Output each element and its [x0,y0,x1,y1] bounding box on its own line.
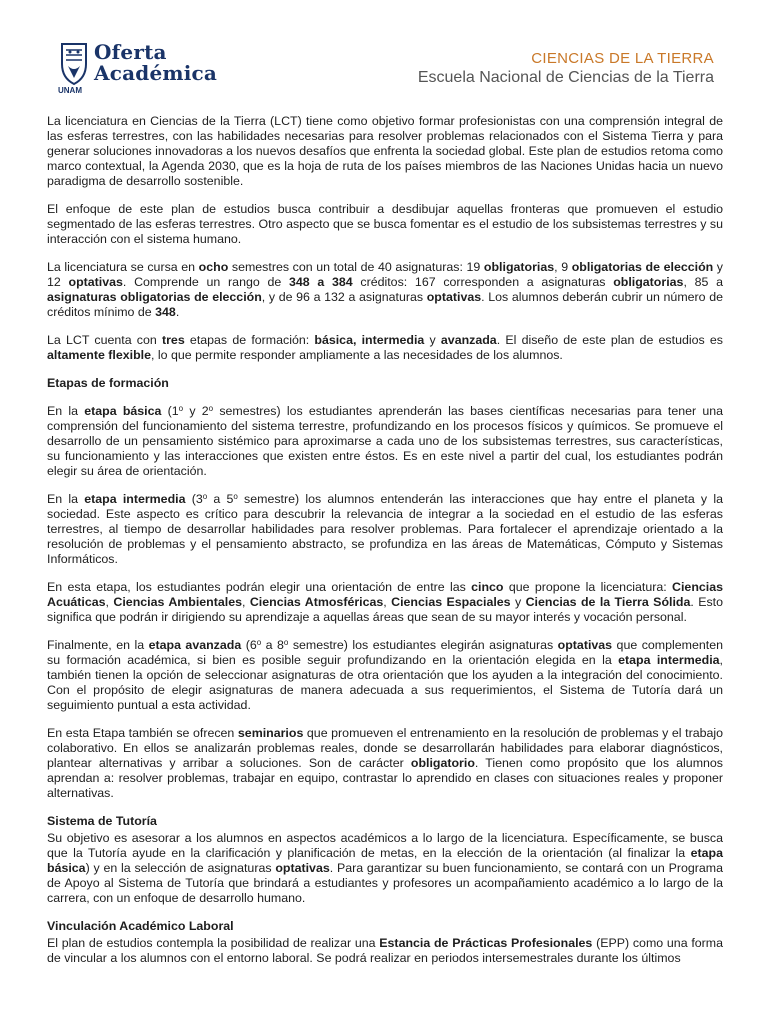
school-name: Escuela Nacional de Ciencias de la Tierra [417,69,714,86]
bold-text: avanzada [440,333,497,347]
text: , también tienen la opción de seleccionar asignaturas de otra orientación que los ayuden a la integración del conocimiento. Con el propósito de elegir asignaturas de manera adecuada a sus requerimientos, el Sistema de Tutoría dará un seguimiento puntual a esta actividad. [47,653,723,712]
text: (EPP) como una forma de vincular a los alumnos con el entorno laboral. Se podrá realizar en periodos intersemestrales durante los últimos [47,936,724,965]
text: En esta etapa, los estudiantes podrán elegir una orientación de entre las [47,580,472,594]
page-header [0,0,768,100]
text: a 8 [261,638,284,652]
text: La LCT cuenta con [47,333,162,347]
text: La licenciatura se cursa en [47,260,199,274]
text: En la [47,404,85,418]
bold-text: optativas [275,861,330,875]
text: . Comprende un rango de [122,275,289,289]
text: . Esto significa que podrán ir dirigiendo su aprendizaje a aquellas áreas que sean de su mayor interés y vocación personal. [47,595,723,624]
bold-text: optativas [557,638,613,652]
text: a 5 [207,492,234,506]
text: y 2 [183,404,209,418]
text: . Los alumnos deberán cubrir un número de créditos mínimo de [47,290,723,319]
text: semestres) los estudiantes aprenderán las bases científicas necesarias para tener una comprensión del funcionamiento del sistema terrestre, profundizando en los procesos físicos y químicos. Se promueve el desarrollo de un pensamiento sistémico para aproximarse a cada uno de los subsistemas terrestres, sus características, su funcionamiento y las interacciones que existen entre éstos. Es en este nivel a partir del cual, los estudiantes podrán elegir su área de orientación. [47,404,724,478]
bold-text: 348 [155,305,176,319]
text: El plan de estudios contempla la posibilidad de realizar una [47,936,380,950]
paragraph-etapa-basica [47,404,723,479]
bold-text: etapa básica [47,846,723,875]
bold-text: asignaturas obligatorias de elección [47,290,262,304]
text: . Tienen como propósito que los alumnos aprendan a: resolver problemas, trabajar en equipo, contrastar lo aprendido en clases con situaciones reales y proponer alternativas. [47,756,723,800]
paragraph-etapa-intermedia [47,492,723,567]
heading-vinculacion [47,919,723,934]
text: . El diseño de este plan de estudios es [496,333,723,347]
section-heading: Vinculación Académico Laboral [47,919,234,933]
heading-etapas [47,376,723,391]
header-titles [418,50,714,87]
bold-text: optativas [426,290,482,304]
text: , [383,595,392,609]
document-body [47,114,723,979]
logo-wordmark [94,42,217,84]
text: semestre) los alumnos entenderán las interacciones que hay entre el planeta y la sociedad. Este aspecto es crítico para descubrir la relevancia de integrar a la sociedad en el estudio de las esferas terrestres, al tiempo de desarrollar habilidades para resolver problemas. Para fortalecer el aprendizaje orientado a la resolución de problemas y el pensamiento abstracto, se profundiza en las áreas de Matemáticas, Cómputo y Sistemas Informáticos. [47,492,723,566]
text: etapas de formación: [184,333,315,347]
bold-text: 348 a 384 [288,275,353,289]
bold-text: etapa básica [84,404,162,418]
text: ) y en la selección de asignaturas [85,861,276,875]
text: , 85 a [683,275,723,289]
bold-text: obligatorias de elección [571,260,714,274]
bold-text: seminarios [237,726,304,740]
text: , [105,595,114,609]
bold-text: Ciencias Ambientales [113,595,242,609]
text: y 12 [47,260,724,289]
text: créditos: 167 corresponden a asignaturas [352,275,614,289]
bold-text: básica, intermedia [314,333,425,347]
paragraph-semestres [47,260,723,320]
section-heading: Sistema de Tutoría [47,814,157,828]
paragraph-etapas-lct [47,333,723,363]
paragraph-tutoria [47,831,723,906]
bold-text: etapa intermedia [84,492,186,506]
bold-text: altamente flexible [47,348,151,362]
superscript: o [202,492,208,501]
bold-text: cinco [471,580,504,594]
text: Finalmente, en la [47,638,149,652]
text: (3 [185,492,203,506]
bold-text: obligatorias [483,260,555,274]
text: y [424,333,441,347]
text: que complementen su formación académica, si bien es posible seguir profundizando en la orientación elegida en la [47,638,723,667]
text: , 9 [554,260,572,274]
bold-text: etapa intermedia [618,653,720,667]
section-heading: Etapas de formación [47,376,169,390]
text: (6 [241,638,257,652]
text: que propone la licenciatura: [503,580,673,594]
bold-text: Ciencias Acuáticas [47,580,723,609]
bold-text: obligatorio [410,756,475,770]
superscript: o [233,492,238,501]
paragraph-orientaciones [47,580,723,625]
paragraph-intro: La licenciatura en Ciencias de la Tierra (LCT) tiene como objetivo formar profesionistas con una comprensión integral de las esferas terrestres, con las habilidades necesarias para resolver problemas relacionados con el Sistema Tierra y para generar soluciones innovadoras a los nuevos desafíos que enfrenta la sociedad global. Este plan de estudios retoma como marco contextual, la Agenda 2030, que es la hoja de ruta de los países miembros de las Naciones Unidas hacia un nuevo paradigma de desarrollo sostenible. [47,114,723,188]
superscript: o [283,638,289,647]
logo-line-2: Académica [94,61,218,85]
heading-tutoria [47,814,723,829]
bold-text: Ciencias de la Tierra Sólida [525,595,691,609]
text: Su objetivo es asesorar a los alumnos en aspectos académicos a lo largo de la licenciatura. Específicamente, se busca que la Tutoría ayude en la clarificación y planificación de metas, en la elección de la orientación (al finalizar la [47,831,723,860]
superscript: o [178,404,184,413]
superscript: o [208,404,214,413]
text: , lo que permite responder ampliamente a las necesidades de los alumnos. [150,348,563,362]
text: . Para garantizar su buen funcionamiento, se contará con un Programa de Apoyo al Sistema de Tutoría que brindará a estudiantes y profesores un acompañamiento académico a lo largo de la carrera, con un enfoque de desarrollo humano. [47,861,723,905]
paragraph-etapa-avanzada [47,638,723,713]
paragraph-vinculacion [47,936,723,966]
text: (1 [161,404,179,418]
logo-line-1: Oferta [94,40,167,64]
bold-text: etapa avanzada [148,638,242,652]
bold-text: obligatorias [613,275,684,289]
unam-shield-icon [60,42,88,86]
text: , y de 96 a 132 a asignaturas [261,290,427,304]
paragraph-seminarios [47,726,723,801]
superscript: o [256,638,262,647]
bold-text: Estancia de Prácticas Profesionales [379,936,593,950]
program-title: CIENCIAS DE LA TIERRA [531,50,714,67]
text: En la [47,492,85,506]
text: y [510,595,526,609]
bold-text: tres [161,333,185,347]
text: que promueven el entrenamiento en la resolución de problemas y el trabajo colaborativo. En ellos se analizarán problemas reales, donde se desarrollarán habilidades para elaborar diagnósticos, plantear alternativas y arribar a soluciones. Son de carácter [47,726,724,770]
logo-sub: UNAM [58,86,82,95]
text: . [175,305,180,319]
text: En esta Etapa también se ofrecen [47,726,238,740]
bold-text: ocho [198,260,229,274]
bold-text: Ciencias Espaciales [391,595,511,609]
bold-text: Ciencias Atmosféricas [249,595,384,609]
text: semestre) los estudiantes elegirán asignaturas [288,638,558,652]
bold-text: optativas [68,275,123,289]
text: , [242,595,250,609]
text: semestres con un total de 40 asignaturas: 19 [228,260,484,274]
paragraph-enfoque: El enfoque de este plan de estudios busca contribuir a desdibujar aquellas fronteras que promueven el estudio segmentado de las esferas terrestres. Otro aspecto que se busca fomentar es el estudio de los subsistemas terrestres y su interacción con el sistema humano. [47,202,723,246]
